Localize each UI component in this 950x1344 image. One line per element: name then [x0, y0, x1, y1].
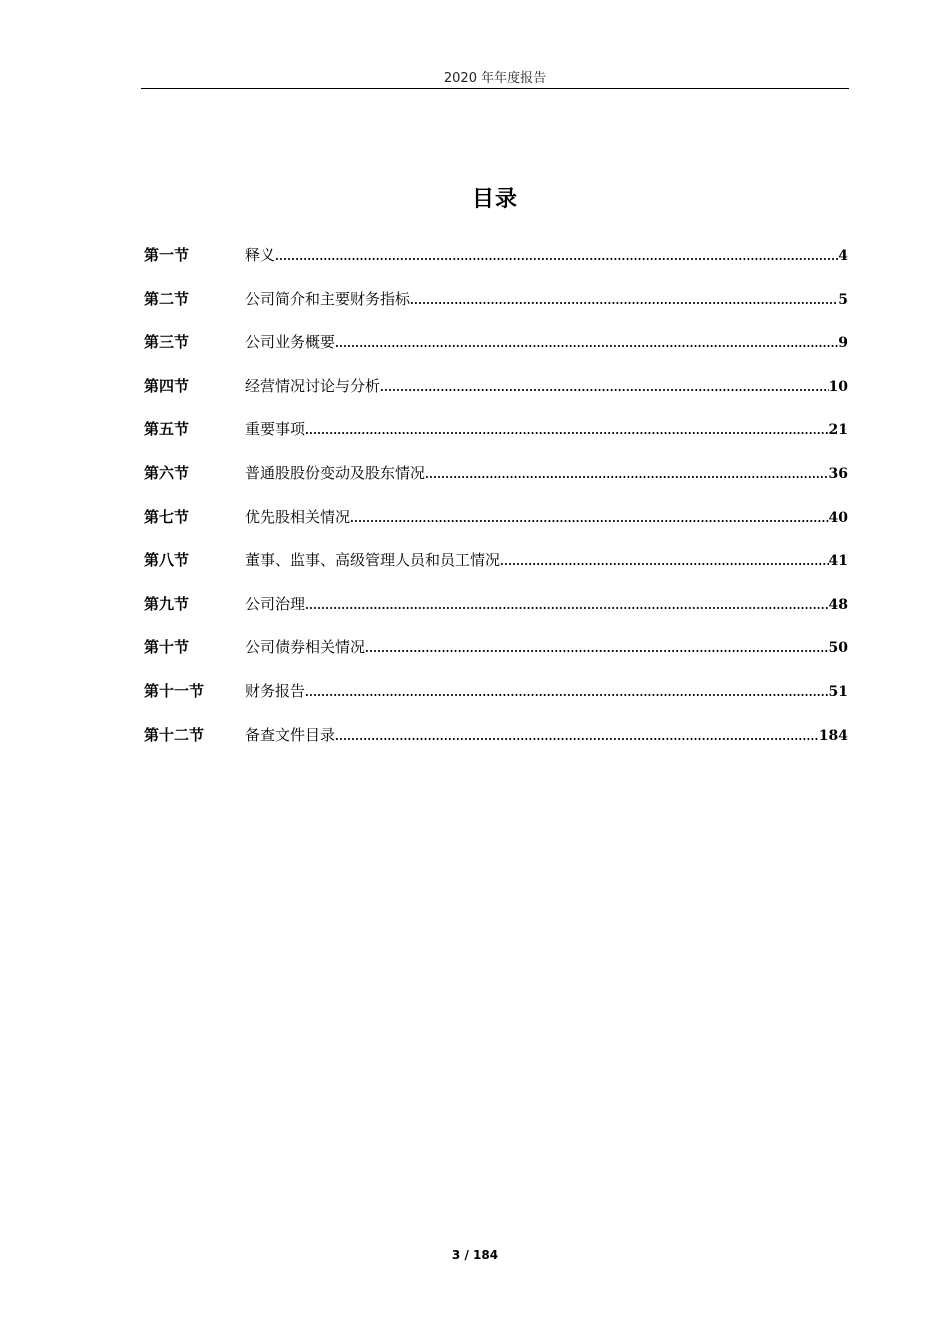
toc-section-name[interactable]: 公司债券相关情况 [245, 638, 366, 657]
toc-dot-leader [350, 512, 829, 525]
page-indicator: 3 / 184 [451, 1248, 499, 1262]
toc-dot-leader [305, 424, 829, 437]
toc-section-name[interactable]: 董事、监事、高级管理人员和员工情况 [245, 551, 501, 570]
toc-entry[interactable] [144, 636, 848, 680]
toc-dot-leader [275, 250, 838, 263]
toc-chapter-label: 第七节 [144, 507, 190, 526]
toc-section-name[interactable]: 优先股相关情况 [245, 507, 351, 526]
toc-section-name[interactable]: 公司治理 [245, 594, 306, 613]
toc-dot-leader [500, 555, 829, 568]
header-divider [141, 88, 849, 89]
toc-page-number: 9 [838, 335, 848, 352]
toc-entry[interactable] [144, 506, 848, 550]
toc-title: 目录 [471, 187, 518, 212]
toc-entry[interactable] [144, 593, 848, 637]
toc-section-name[interactable]: 备查文件目录 [245, 725, 336, 744]
toc-page-number: 50 [828, 640, 848, 657]
toc-chapter-label: 第四节 [144, 376, 190, 395]
toc-dot-leader [380, 381, 829, 394]
toc-section-name[interactable]: 普通股股份变动及股东情况 [245, 463, 426, 482]
toc-chapter-label: 第九节 [144, 594, 190, 613]
toc-page-number: 40 [828, 509, 848, 526]
toc-chapter-label: 第三节 [144, 333, 190, 352]
running-header: 2020 年年度报告 [443, 71, 547, 86]
toc-chapter-label: 第六节 [144, 463, 190, 482]
toc-section-name[interactable]: 公司简介和主要财务指标 [245, 289, 411, 308]
toc-page-number: 21 [828, 422, 848, 439]
toc-section-name[interactable]: 公司业务概要 [245, 333, 336, 352]
toc-page-number: 10 [828, 378, 848, 395]
toc-section-name[interactable]: 经营情况讨论与分析 [245, 376, 381, 395]
toc-dot-leader [410, 294, 838, 307]
toc-entry[interactable] [144, 724, 848, 768]
toc-list [144, 244, 848, 767]
toc-chapter-label: 第十一节 [144, 681, 205, 700]
toc-dot-leader [425, 468, 829, 481]
toc-page-number: 41 [828, 553, 848, 570]
toc-page-number: 5 [838, 291, 848, 308]
toc-page-number: 36 [828, 465, 848, 482]
toc-entry[interactable] [144, 244, 848, 288]
toc-section-name[interactable]: 释义 [245, 246, 276, 264]
toc-entry[interactable] [144, 288, 848, 332]
toc-dot-leader [365, 642, 829, 655]
toc-chapter-label: 第一节 [144, 246, 190, 264]
toc-chapter-label: 第十节 [144, 638, 190, 657]
toc-entry[interactable] [144, 418, 848, 462]
toc-section-name[interactable]: 财务报告 [245, 681, 306, 700]
toc-page-number: 51 [828, 683, 848, 700]
toc-section-name[interactable]: 重要事项 [245, 420, 306, 439]
toc-chapter-label: 第五节 [144, 420, 190, 439]
toc-entry[interactable] [144, 331, 848, 375]
toc-entry[interactable] [144, 462, 848, 506]
toc-dot-leader [305, 599, 829, 612]
toc-page-number: 184 [818, 727, 848, 744]
toc-page-number: 48 [828, 596, 848, 613]
toc-entry[interactable] [144, 375, 848, 419]
toc-chapter-label: 第八节 [144, 551, 190, 570]
toc-chapter-label: 第二节 [144, 289, 190, 308]
toc-chapter-label: 第十二节 [144, 725, 205, 744]
toc-dot-leader [335, 337, 838, 350]
toc-dot-leader [305, 686, 829, 699]
toc-entry[interactable] [144, 549, 848, 593]
toc-page-number: 4 [838, 248, 848, 264]
toc-entry[interactable] [144, 680, 848, 724]
toc-dot-leader [335, 730, 819, 743]
